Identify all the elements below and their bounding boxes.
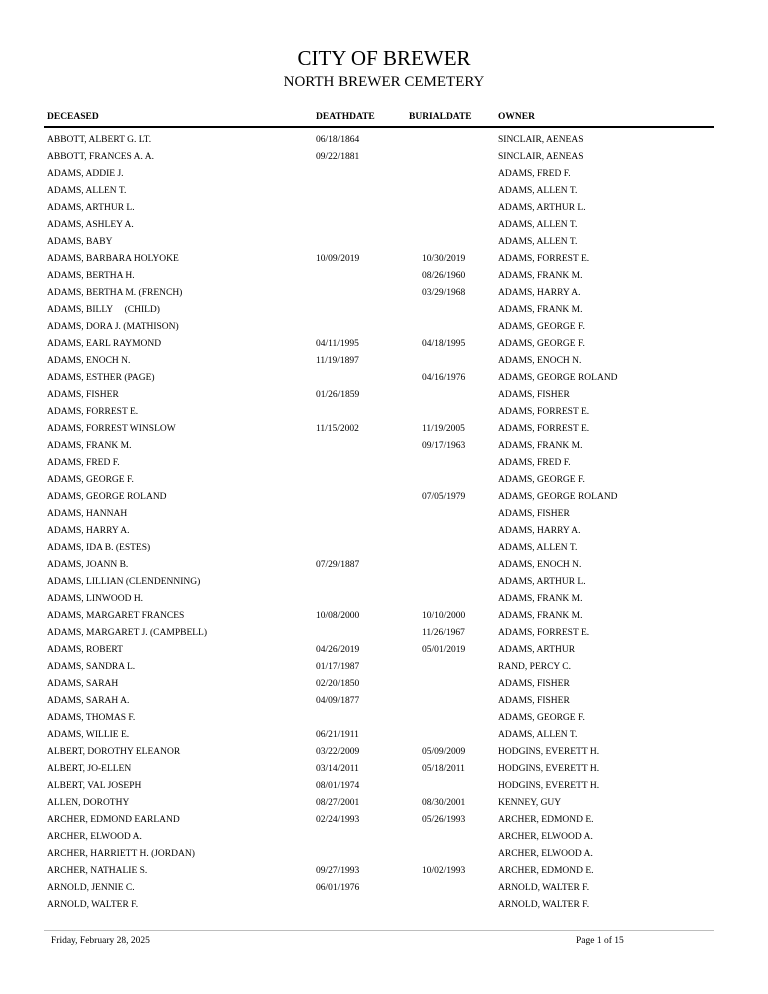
cell-deceased: ADAMS, IDA B. (ESTES) bbox=[47, 543, 151, 553]
cell-deceased: ADAMS, FORREST WINSLOW bbox=[47, 424, 176, 434]
table-row bbox=[0, 319, 768, 336]
cell-deathdate: 10/08/2000 bbox=[316, 611, 360, 621]
footer-date: Friday, February 28, 2025 bbox=[51, 936, 150, 946]
cell-owner: ADAMS, ALLEN T. bbox=[498, 220, 578, 230]
cell-burialdate: 04/16/1976 bbox=[422, 373, 466, 383]
table-row bbox=[0, 132, 768, 149]
cell-owner: ADAMS, ARTHUR L. bbox=[498, 203, 586, 213]
table-row bbox=[0, 166, 768, 183]
report-subtitle: NORTH BREWER CEMETERY bbox=[283, 74, 485, 90]
cell-deceased: ADAMS, FRED F. bbox=[47, 458, 120, 468]
cell-owner: ADAMS, FORREST E. bbox=[498, 628, 590, 638]
cell-owner: ADAMS, FISHER bbox=[498, 679, 570, 689]
cell-owner: ARCHER, EDMOND E. bbox=[498, 866, 594, 876]
cell-owner: ADAMS, FRED F. bbox=[498, 169, 571, 179]
cell-owner: ADAMS, HARRY A. bbox=[498, 288, 581, 298]
cell-deceased: ADAMS, BERTHA M. (FRENCH) bbox=[47, 288, 183, 298]
cell-deceased: ALLEN, DOROTHY bbox=[47, 798, 130, 808]
cell-owner: KENNEY, GUY bbox=[498, 798, 562, 808]
cell-burialdate: 11/26/1967 bbox=[422, 628, 465, 638]
table-row bbox=[0, 506, 768, 523]
cell-deathdate: 04/26/2019 bbox=[316, 645, 360, 655]
table-row bbox=[0, 557, 768, 574]
cell-owner: ADAMS, FRANK M. bbox=[498, 611, 583, 621]
column-header-deathdate: DEATHDATE bbox=[316, 112, 375, 122]
cell-burialdate: 08/26/1960 bbox=[422, 271, 466, 281]
table-row bbox=[0, 591, 768, 608]
cell-deathdate: 10/09/2019 bbox=[316, 254, 360, 264]
cell-deceased: ADAMS, THOMAS F. bbox=[47, 713, 136, 723]
cell-deceased: ADAMS, GEORGE F. bbox=[47, 475, 134, 485]
cell-owner: ARCHER, EDMOND E. bbox=[498, 815, 594, 825]
cell-owner: ADAMS, ARTHUR L. bbox=[498, 577, 586, 587]
cell-owner: ADAMS, ALLEN T. bbox=[498, 186, 578, 196]
table-row bbox=[0, 234, 768, 251]
cell-owner: ADAMS, ENOCH N. bbox=[498, 560, 582, 570]
table-row bbox=[0, 693, 768, 710]
cell-owner: RAND, PERCY C. bbox=[498, 662, 572, 672]
table-row bbox=[0, 217, 768, 234]
table-row bbox=[0, 251, 768, 268]
table-row bbox=[0, 812, 768, 829]
cell-owner: HODGINS, EVERETT H. bbox=[498, 764, 600, 774]
cell-deathdate: 02/24/1993 bbox=[316, 815, 360, 825]
cell-deceased: ARCHER, EDMOND EARLAND bbox=[47, 815, 180, 825]
cell-burialdate: 05/18/2011 bbox=[422, 764, 465, 774]
table-row bbox=[0, 404, 768, 421]
cell-burialdate: 10/02/1993 bbox=[422, 866, 466, 876]
cell-deceased: ALBERT, DOROTHY ELEANOR bbox=[47, 747, 181, 757]
table-row bbox=[0, 540, 768, 557]
table-row bbox=[0, 659, 768, 676]
cell-deceased: ABBOTT, FRANCES A. A. bbox=[47, 152, 154, 162]
cell-owner: ADAMS, GEORGE ROLAND bbox=[498, 492, 618, 502]
cell-deceased: ADAMS, ARTHUR L. bbox=[47, 203, 135, 213]
table-row bbox=[0, 829, 768, 846]
cell-owner: ADAMS, FRANK M. bbox=[498, 441, 583, 451]
table-row bbox=[0, 676, 768, 693]
column-header-owner: OWNER bbox=[498, 112, 535, 122]
records-table bbox=[0, 132, 768, 914]
cell-burialdate: 10/30/2019 bbox=[422, 254, 466, 264]
cell-deceased: ADAMS, JOANN B. bbox=[47, 560, 129, 570]
table-row bbox=[0, 625, 768, 642]
cell-deceased: ALBERT, VAL JOSEPH bbox=[47, 781, 142, 791]
cell-owner: ADAMS, FRANK M. bbox=[498, 271, 583, 281]
cell-owner: HODGINS, EVERETT H. bbox=[498, 747, 600, 757]
cell-owner: ADAMS, ARTHUR bbox=[498, 645, 576, 655]
cell-deceased: ADAMS, FORREST E. bbox=[47, 407, 139, 417]
cell-deceased: ARCHER, ELWOOD A. bbox=[47, 832, 142, 842]
cell-owner: ADAMS, GEORGE ROLAND bbox=[498, 373, 618, 383]
table-row bbox=[0, 897, 768, 914]
cell-deathdate: 08/27/2001 bbox=[316, 798, 360, 808]
cell-burialdate: 09/17/1963 bbox=[422, 441, 466, 451]
cell-owner: ADAMS, ALLEN T. bbox=[498, 237, 578, 247]
table-row bbox=[0, 302, 768, 319]
cell-owner: HODGINS, EVERETT H. bbox=[498, 781, 600, 791]
report-title: CITY OF BREWER bbox=[297, 46, 471, 70]
cell-burialdate: 05/01/2019 bbox=[422, 645, 466, 655]
cell-deathdate: 08/01/1974 bbox=[316, 781, 360, 791]
footer-divider bbox=[44, 930, 714, 931]
cell-owner: ADAMS, FRANK M. bbox=[498, 305, 583, 315]
cell-owner: ADAMS, FISHER bbox=[498, 509, 570, 519]
cell-owner: SINCLAIR, AENEAS bbox=[498, 135, 584, 145]
table-row bbox=[0, 353, 768, 370]
cell-owner: ARNOLD, WALTER F. bbox=[498, 883, 590, 893]
cell-owner: SINCLAIR, AENEAS bbox=[498, 152, 584, 162]
cell-burialdate: 03/29/1968 bbox=[422, 288, 466, 298]
cell-owner: ADAMS, FISHER bbox=[498, 696, 570, 706]
table-row bbox=[0, 642, 768, 659]
cell-deceased: ALBERT, JO-ELLEN bbox=[47, 764, 132, 774]
table-row bbox=[0, 778, 768, 795]
table-row bbox=[0, 421, 768, 438]
cell-owner: ARNOLD, WALTER F. bbox=[498, 900, 590, 910]
table-row bbox=[0, 574, 768, 591]
table-row bbox=[0, 387, 768, 404]
cell-owner: ADAMS, GEORGE F. bbox=[498, 339, 585, 349]
cell-deathdate: 09/22/1881 bbox=[316, 152, 360, 162]
cell-deceased: ADAMS, ROBERT bbox=[47, 645, 123, 655]
cell-owner: ADAMS, FORREST E. bbox=[498, 407, 590, 417]
table-row bbox=[0, 795, 768, 812]
cell-owner: ADAMS, GEORGE F. bbox=[498, 713, 585, 723]
cell-deathdate: 11/15/2002 bbox=[316, 424, 359, 434]
table-row bbox=[0, 149, 768, 166]
cell-burialdate: 08/30/2001 bbox=[422, 798, 466, 808]
cell-owner: ADAMS, HARRY A. bbox=[498, 526, 581, 536]
cell-deceased: ADAMS, HANNAH bbox=[47, 509, 128, 519]
table-row bbox=[0, 472, 768, 489]
cell-owner: ADAMS, FORREST E. bbox=[498, 424, 590, 434]
cell-deceased: ADAMS, LINWOOD H. bbox=[47, 594, 144, 604]
cell-burialdate: 04/18/1995 bbox=[422, 339, 466, 349]
cell-deceased: ADAMS, BILLY (CHILD) bbox=[47, 305, 160, 315]
cell-deceased: ADAMS, SARAH bbox=[47, 679, 119, 689]
cell-owner: ADAMS, ALLEN T. bbox=[498, 543, 578, 553]
cell-deathdate: 03/14/2011 bbox=[316, 764, 359, 774]
table-row bbox=[0, 523, 768, 540]
cell-deathdate: 03/22/2009 bbox=[316, 747, 360, 757]
cell-deceased: ARCHER, NATHALIE S. bbox=[47, 866, 148, 876]
table-row bbox=[0, 489, 768, 506]
cell-deathdate: 07/29/1887 bbox=[316, 560, 360, 570]
cell-deceased: ARNOLD, WALTER F. bbox=[47, 900, 139, 910]
cell-owner: ADAMS, FRED F. bbox=[498, 458, 571, 468]
cell-deceased: ADAMS, MARGARET J. (CAMPBELL) bbox=[47, 628, 208, 638]
cell-deceased: ADAMS, ESTHER (PAGE) bbox=[47, 373, 155, 383]
cell-deceased: ADAMS, LILLIAN (CLENDENNING) bbox=[47, 577, 201, 587]
column-header-deceased: DECEASED bbox=[47, 112, 99, 122]
cell-deceased: ABBOTT, ALBERT G. LT. bbox=[47, 135, 152, 145]
cell-deathdate: 04/11/1995 bbox=[316, 339, 359, 349]
cell-deceased: ADAMS, ASHLEY A. bbox=[47, 220, 134, 230]
cell-owner: ADAMS, ENOCH N. bbox=[498, 356, 582, 366]
cell-deathdate: 04/09/1877 bbox=[316, 696, 360, 706]
cell-deceased: ADAMS, SANDRA L. bbox=[47, 662, 136, 672]
table-row bbox=[0, 370, 768, 387]
cell-owner: ADAMS, FISHER bbox=[498, 390, 570, 400]
cell-deceased: ADAMS, HARRY A. bbox=[47, 526, 130, 536]
table-row bbox=[0, 710, 768, 727]
cell-deceased: ADAMS, FRANK M. bbox=[47, 441, 132, 451]
cell-deceased: ADAMS, EARL RAYMOND bbox=[47, 339, 162, 349]
table-row bbox=[0, 744, 768, 761]
cell-deceased: ADAMS, DORA J. (MATHISON) bbox=[47, 322, 179, 332]
cell-deceased: ADAMS, FISHER bbox=[47, 390, 119, 400]
cell-deathdate: 06/18/1864 bbox=[316, 135, 360, 145]
cell-owner: ADAMS, GEORGE F. bbox=[498, 475, 585, 485]
footer-page-number: Page 1 of 15 bbox=[576, 936, 624, 946]
cell-deceased: ADAMS, SARAH A. bbox=[47, 696, 130, 706]
table-row bbox=[0, 183, 768, 200]
table-row bbox=[0, 608, 768, 625]
cell-owner: ADAMS, FRANK M. bbox=[498, 594, 583, 604]
cell-owner: ADAMS, FORREST E. bbox=[498, 254, 590, 264]
cell-owner: ARCHER, ELWOOD A. bbox=[498, 849, 593, 859]
cell-burialdate: 11/19/2005 bbox=[422, 424, 465, 434]
cell-deceased: ADAMS, ENOCH N. bbox=[47, 356, 131, 366]
cell-deceased: ADAMS, ADDIE J. bbox=[47, 169, 124, 179]
cell-deceased: ADAMS, WILLIE E. bbox=[47, 730, 130, 740]
cell-owner: ARCHER, ELWOOD A. bbox=[498, 832, 593, 842]
column-header-burialdate: BURIALDATE bbox=[409, 112, 472, 122]
cell-deathdate: 11/19/1897 bbox=[316, 356, 359, 366]
table-row bbox=[0, 438, 768, 455]
table-row bbox=[0, 880, 768, 897]
cell-deathdate: 06/01/1976 bbox=[316, 883, 360, 893]
cell-burialdate: 05/09/2009 bbox=[422, 747, 466, 757]
cell-deathdate: 01/26/1859 bbox=[316, 390, 360, 400]
cell-deathdate: 06/21/1911 bbox=[316, 730, 359, 740]
cell-deceased: ADAMS, BARBARA HOLYOKE bbox=[47, 254, 179, 264]
cell-burialdate: 07/05/1979 bbox=[422, 492, 466, 502]
header-divider bbox=[44, 126, 714, 128]
cell-deceased: ARNOLD, JENNIE C. bbox=[47, 883, 135, 893]
cell-deceased: ADAMS, BERTHA H. bbox=[47, 271, 135, 281]
cell-deceased: ARCHER, HARRIETT H. (JORDAN) bbox=[47, 849, 195, 859]
cell-deceased: ADAMS, ALLEN T. bbox=[47, 186, 127, 196]
cell-deathdate: 01/17/1987 bbox=[316, 662, 360, 672]
cell-burialdate: 10/10/2000 bbox=[422, 611, 466, 621]
table-row bbox=[0, 846, 768, 863]
cell-deceased: ADAMS, MARGARET FRANCES bbox=[47, 611, 185, 621]
cell-burialdate: 05/26/1993 bbox=[422, 815, 466, 825]
table-row bbox=[0, 761, 768, 778]
table-row bbox=[0, 455, 768, 472]
cell-deceased: ADAMS, BABY bbox=[47, 237, 113, 247]
cell-owner: ADAMS, ALLEN T. bbox=[498, 730, 578, 740]
table-row bbox=[0, 285, 768, 302]
table-row bbox=[0, 863, 768, 880]
table-row bbox=[0, 336, 768, 353]
table-row bbox=[0, 268, 768, 285]
cell-deathdate: 09/27/1993 bbox=[316, 866, 360, 876]
table-row bbox=[0, 200, 768, 217]
cell-deathdate: 02/20/1850 bbox=[316, 679, 360, 689]
table-row bbox=[0, 727, 768, 744]
cell-owner: ADAMS, GEORGE F. bbox=[498, 322, 585, 332]
cell-deceased: ADAMS, GEORGE ROLAND bbox=[47, 492, 167, 502]
